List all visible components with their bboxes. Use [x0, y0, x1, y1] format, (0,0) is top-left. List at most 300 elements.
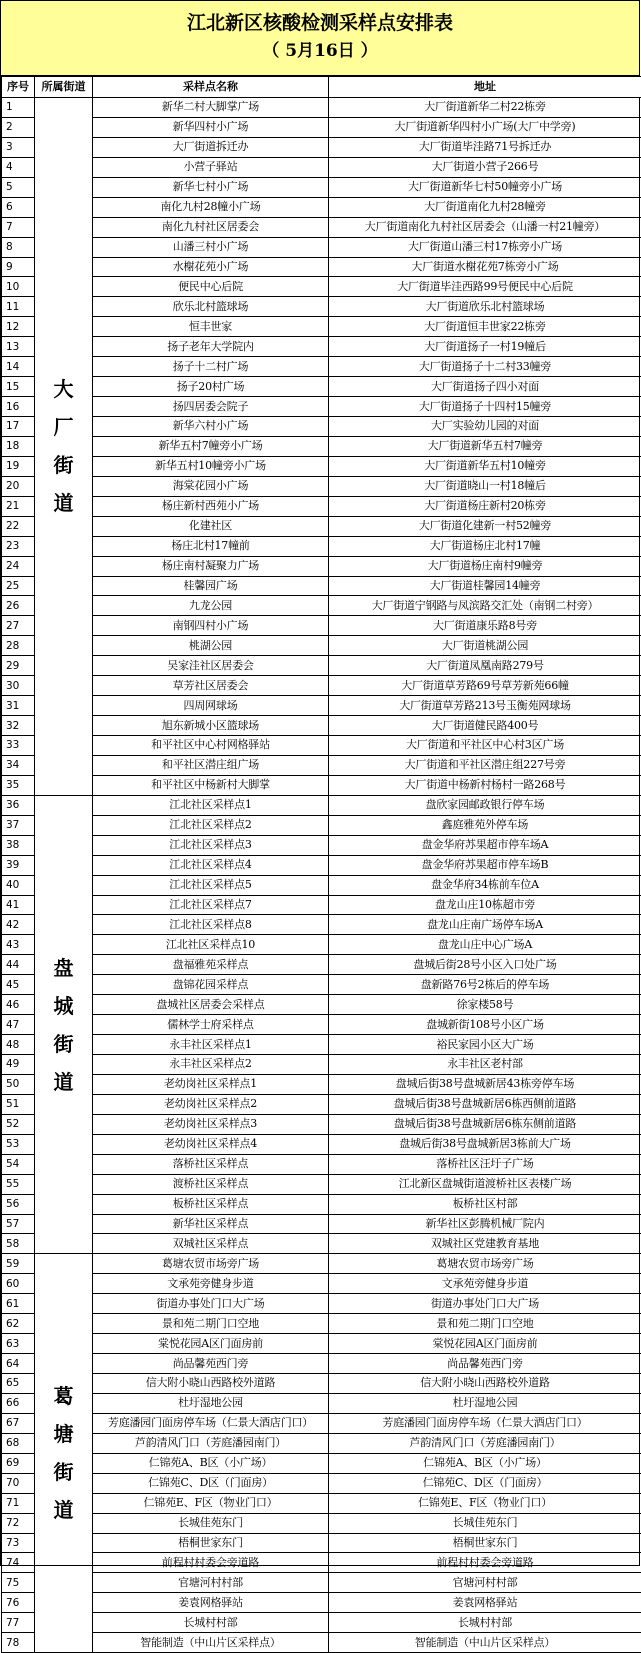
table-row: [2, 1154, 641, 1174]
site-name: 杨庄北村17幢前: [93, 536, 329, 556]
row-number: 7: [2, 217, 35, 237]
table-row: [2, 1194, 641, 1214]
site-name: 江北社区采样点3: [93, 835, 329, 855]
row-number: 17: [2, 417, 35, 437]
row-number: 16: [2, 397, 35, 417]
table-row: [2, 217, 641, 237]
site-address: 芦韵清风门口（芳庭潘园南门）: [329, 1433, 641, 1453]
row-number: 75: [2, 1573, 35, 1593]
site-address: 裕民家园小区大广场: [329, 1035, 641, 1055]
site-address: 信大附小晓山西路校外道路: [329, 1374, 641, 1394]
site-name: 水榭花苑小广场: [93, 257, 329, 277]
site-name: 扬子20村广场: [93, 377, 329, 397]
row-number: 69: [2, 1453, 35, 1473]
row-number: 4: [2, 157, 35, 177]
row-number: 9: [2, 257, 35, 277]
row-number: 73: [2, 1533, 35, 1553]
site-address: 板桥社区村部: [329, 1194, 641, 1214]
site-address: 大厂实验幼儿园的对面: [329, 417, 641, 437]
table-row: [2, 955, 641, 975]
site-address: 官塘河村村部: [329, 1573, 641, 1593]
sampling-sites-table: [1, 76, 641, 1653]
table-row: [2, 1134, 641, 1154]
table-row: [2, 576, 641, 596]
table-row: [2, 1553, 641, 1573]
row-number: 63: [2, 1334, 35, 1354]
site-address: 盘龙山庄南广场停车场A: [329, 915, 641, 935]
row-number: 53: [2, 1134, 35, 1154]
site-address: 大厂街道草芳路69号草芳新苑66幢: [329, 676, 641, 696]
row-number: 58: [2, 1234, 35, 1254]
site-name: 姜袁网格驿站: [93, 1593, 329, 1613]
site-name: 南化九村社区居委会: [93, 217, 329, 237]
table-row: [2, 1613, 641, 1633]
site-address: 仁锦苑A、B区（小广场）: [329, 1453, 641, 1473]
site-name: 智能制造（中山片区采样点）: [93, 1633, 329, 1653]
site-address: 棠悦花园A区门面房前: [329, 1334, 641, 1354]
row-number: 48: [2, 1035, 35, 1055]
site-address: 盘欣家园邮政银行停车场: [329, 795, 641, 815]
site-address: 大厂街道水榭花苑7栋旁小广场: [329, 257, 641, 277]
site-name: 江北社区采样点4: [93, 855, 329, 875]
site-name: 江北社区采样点2: [93, 815, 329, 835]
site-address: 仁锦苑E、F区（物业门口）: [329, 1493, 641, 1513]
site-address: 大厂街道恒丰世家22栋旁: [329, 317, 641, 337]
site-name: 大厂街道拆迁办: [93, 137, 329, 157]
row-number: 14: [2, 357, 35, 377]
site-name: 信大附小晓山西路校外道路: [93, 1374, 329, 1394]
row-number: 41: [2, 895, 35, 915]
row-number: 37: [2, 815, 35, 835]
site-name: 杨庄新村西苑小广场: [93, 496, 329, 516]
site-address: 景和苑二期门口空地: [329, 1314, 641, 1334]
table-row: [2, 1334, 641, 1354]
row-number: 70: [2, 1473, 35, 1493]
table-row: [2, 377, 641, 397]
row-number: 62: [2, 1314, 35, 1334]
site-name: 盘福雅苑采样点: [93, 955, 329, 975]
table-row: [2, 935, 641, 955]
table-row: [2, 297, 641, 317]
table-row: [2, 1354, 641, 1374]
row-number: 32: [2, 716, 35, 736]
site-address: 盘金华府34栋前车位A: [329, 875, 641, 895]
site-address: 姜袁网格驿站: [329, 1593, 641, 1613]
table-row: [2, 1533, 641, 1553]
table-row: [2, 835, 641, 855]
site-address: 梧桐世家东门: [329, 1533, 641, 1553]
district-char: 街: [35, 1025, 92, 1063]
site-name: 老幼岗社区采样点3: [93, 1114, 329, 1134]
site-address: 盘金华府苏果超市停车场A: [329, 835, 641, 855]
table-row: [2, 1055, 641, 1075]
table-row: [2, 1433, 641, 1453]
table-row: [2, 197, 641, 217]
row-number: 60: [2, 1274, 35, 1294]
site-name: 江北社区采样点10: [93, 935, 329, 955]
table-row: [2, 596, 641, 616]
row-number: 43: [2, 935, 35, 955]
site-name: 南化九村28幢小广场: [93, 197, 329, 217]
row-number: 33: [2, 736, 35, 756]
row-number: 55: [2, 1174, 35, 1194]
site-address: 尚品馨苑西门旁: [329, 1354, 641, 1374]
site-address: 杜圩湿地公园: [329, 1393, 641, 1413]
table-row: [2, 1314, 641, 1334]
row-number: 72: [2, 1513, 35, 1533]
site-address: 大厂街道杨庄新村20栋旁: [329, 496, 641, 516]
row-number: 26: [2, 596, 35, 616]
row-number: 66: [2, 1393, 35, 1413]
site-address: 大厂街道新华五村7幢旁: [329, 436, 641, 456]
table-row: [2, 1114, 641, 1134]
site-address: 大厂街道扬子四小对面: [329, 377, 641, 397]
table-row: [2, 237, 641, 257]
site-address: 葛塘农贸市场旁广场: [329, 1254, 641, 1274]
site-address: 双城社区党建教育基地: [329, 1234, 641, 1254]
site-name: 葛塘农贸市场旁广场: [93, 1254, 329, 1274]
row-number: 6: [2, 197, 35, 217]
row-number: 54: [2, 1154, 35, 1174]
row-number: 36: [2, 795, 35, 815]
district-cell: [35, 1254, 93, 1653]
site-address: 盘新路76号2栋后的停车场: [329, 975, 641, 995]
row-number: 44: [2, 955, 35, 975]
row-number: 2: [2, 117, 35, 137]
site-name: 街道办事处门口大广场: [93, 1294, 329, 1314]
row-number: 71: [2, 1493, 35, 1513]
site-name: 落桥社区采样点: [93, 1154, 329, 1174]
row-number: 3: [2, 137, 35, 157]
table-row: [2, 1413, 641, 1433]
table-row: [2, 1593, 641, 1613]
table-row: [2, 895, 641, 915]
table-row: [2, 1493, 641, 1513]
table-row: [2, 995, 641, 1015]
row-number: 52: [2, 1114, 35, 1134]
table-row: [2, 1174, 641, 1194]
row-number: 21: [2, 496, 35, 516]
site-address: 街道办事处门口大广场: [329, 1294, 641, 1314]
site-name: 文承苑旁健身步道: [93, 1274, 329, 1294]
site-name: 和平社区潜庄组广场: [93, 755, 329, 775]
table-row: [2, 157, 641, 177]
row-number: 35: [2, 775, 35, 795]
site-address: 大厂街道杨庄南村9幢旁: [329, 556, 641, 576]
site-address: 大厂街道南化九村28幢旁: [329, 197, 641, 217]
table-row: [2, 975, 641, 995]
row-number: 57: [2, 1214, 35, 1234]
row-number: 30: [2, 676, 35, 696]
site-name: 九龙公园: [93, 596, 329, 616]
site-name: 欣乐北村篮球场: [93, 297, 329, 317]
table-row: [2, 1094, 641, 1114]
site-name: 渡桥社区采样点: [93, 1174, 329, 1194]
table-row: [2, 1573, 641, 1593]
table-row: [2, 855, 641, 875]
table-row: [2, 117, 641, 137]
site-address: 大厂街道新华二村22栋旁: [329, 98, 641, 118]
table-row: [2, 716, 641, 736]
header-district: 所属街道: [35, 77, 93, 98]
site-address: 智能制造（中山片区采样点）: [329, 1633, 641, 1653]
row-number: 61: [2, 1294, 35, 1314]
table-row: [2, 436, 641, 456]
site-name: 永丰社区采样点2: [93, 1055, 329, 1075]
district-cell: [35, 98, 93, 796]
site-name: 仁锦苑A、B区（小广场）: [93, 1453, 329, 1473]
site-name: 和平社区中心村网格驿站: [93, 736, 329, 756]
site-address: 大厂街道毕洼西路99号便民中心后院: [329, 277, 641, 297]
site-name: 和平社区中杨新村大脚掌: [93, 775, 329, 795]
site-address: 鑫庭雅苑外停车场: [329, 815, 641, 835]
site-address: 大厂街道扬子一村19幢后: [329, 337, 641, 357]
site-address: 大厂街道化建新一村52幢旁: [329, 516, 641, 536]
district-char: 厂: [35, 408, 92, 446]
row-number: 25: [2, 576, 35, 596]
site-name: 芦韵清风门口（芳庭潘园南门）: [93, 1433, 329, 1453]
row-number: 10: [2, 277, 35, 297]
header-no: 序号: [2, 77, 35, 98]
site-address: 大厂街道健民路400号: [329, 716, 641, 736]
page-title: 江北新区核酸检测采样点安排表: [1, 11, 639, 35]
site-address: 芳庭潘园门面房停车场（仁景大酒店门口）: [329, 1413, 641, 1433]
district-char: 城: [35, 987, 92, 1025]
site-name: 海棠花园小广场: [93, 476, 329, 496]
site-address: 江北新区盘城街道渡桥社区表楼广场: [329, 1174, 641, 1194]
row-number: 59: [2, 1254, 35, 1274]
row-number: 45: [2, 975, 35, 995]
district-char: 葛: [35, 1377, 92, 1415]
row-number: 51: [2, 1094, 35, 1114]
site-name: 旭东新城小区篮球场: [93, 716, 329, 736]
table-row: [2, 775, 641, 795]
row-number: 19: [2, 456, 35, 476]
site-name: 棠悦花园A区门面房前: [93, 1334, 329, 1354]
site-name: 长城佳苑东门: [93, 1513, 329, 1533]
district-char: 盘: [35, 949, 92, 987]
table-row: [2, 1294, 641, 1314]
site-address: 盘城后街28号小区入口处广场: [329, 955, 641, 975]
table-row: [2, 1234, 641, 1254]
header-address: 地址: [329, 77, 641, 98]
site-name: 桃湖公园: [93, 636, 329, 656]
table-row: [2, 696, 641, 716]
table-row: [2, 1374, 641, 1394]
site-name: 南钢四村小广场: [93, 616, 329, 636]
row-number: 12: [2, 317, 35, 337]
table-row: [2, 536, 641, 556]
row-number: 5: [2, 177, 35, 197]
site-name: 小营子驿站: [93, 157, 329, 177]
row-number: 42: [2, 915, 35, 935]
table-row: [2, 137, 641, 157]
table-row: [2, 177, 641, 197]
site-address: 长城佳苑东门: [329, 1513, 641, 1533]
row-number: 24: [2, 556, 35, 576]
site-address: 盘城后街38号盘城新居3栋前大广场: [329, 1134, 641, 1154]
site-name: 江北社区采样点8: [93, 915, 329, 935]
table-body: [2, 98, 641, 1653]
row-number: 28: [2, 636, 35, 656]
table-row: [2, 616, 641, 636]
site-address: 盘城新街108号小区广场: [329, 1015, 641, 1035]
site-name: 长城村村部: [93, 1613, 329, 1633]
site-name: 板桥社区采样点: [93, 1194, 329, 1214]
site-name: 新华六村小广场: [93, 417, 329, 437]
site-name: 吴家洼社区居委会: [93, 656, 329, 676]
table-row: [2, 676, 641, 696]
row-number: 74: [2, 1553, 35, 1573]
table-row: [2, 397, 641, 417]
row-number: 34: [2, 755, 35, 775]
row-number: 50: [2, 1074, 35, 1094]
table-row: [2, 357, 641, 377]
site-name: 仁锦苑E、F区（物业门口）: [93, 1493, 329, 1513]
site-address: 大厂街道毕洼路71号拆迁办: [329, 137, 641, 157]
site-name: 尚品馨苑西门旁: [93, 1354, 329, 1374]
site-name: 杨庄南村凝聚力广场: [93, 556, 329, 576]
site-address: 大厂街道和平社区中心村3区广场: [329, 736, 641, 756]
row-number: 67: [2, 1413, 35, 1433]
site-name: 芳庭潘园门面房停车场（仁景大酒店门口）: [93, 1413, 329, 1433]
site-address: 大厂街道新华五村10幢旁: [329, 456, 641, 476]
site-name: 桂馨园广场: [93, 576, 329, 596]
row-number: 1: [2, 98, 35, 118]
site-address: 新华社区彭腾机械厂院内: [329, 1214, 641, 1234]
table-row: [2, 795, 641, 815]
table-row: [2, 1015, 641, 1035]
site-name: 老幼岗社区采样点4: [93, 1134, 329, 1154]
row-number: 23: [2, 536, 35, 556]
table-header-row: [2, 77, 641, 98]
site-address: 盘城后街38号盘城新居6栋东侧前道路: [329, 1114, 641, 1134]
table-row: [2, 476, 641, 496]
row-number: 27: [2, 616, 35, 636]
site-name: 新华五村10幢旁小广场: [93, 456, 329, 476]
site-address: 盘龙山庄10栋超市旁: [329, 895, 641, 915]
row-number: 8: [2, 237, 35, 257]
site-name: 新华七村小广场: [93, 177, 329, 197]
table-row: [2, 875, 641, 895]
site-address: 盘金华府苏果超市停车场B: [329, 855, 641, 875]
site-name: 永丰社区采样点1: [93, 1035, 329, 1055]
site-address: 大厂街道欣乐北村篮球场: [329, 297, 641, 317]
site-address: 大厂街道和平社区潜庄组227号旁: [329, 755, 641, 775]
row-number: 68: [2, 1433, 35, 1453]
row-number: 18: [2, 436, 35, 456]
site-name: 梧桐世家东门: [93, 1533, 329, 1553]
site-address: 大厂街道宁钢路与凤滨路交汇处（南钢二村旁）: [329, 596, 641, 616]
site-address: 永丰社区老村部: [329, 1055, 641, 1075]
site-address: 大厂街道桂馨园14幢旁: [329, 576, 641, 596]
district-char: 道: [35, 1491, 92, 1529]
row-number: 20: [2, 476, 35, 496]
site-address: 落桥社区汪圩子广场: [329, 1154, 641, 1174]
site-address: 大厂街道草芳路213号玉衡苑网球场: [329, 696, 641, 716]
table-row: [2, 1254, 641, 1274]
row-number: 49: [2, 1055, 35, 1075]
table-row: [2, 456, 641, 476]
site-address: 文承苑旁健身步道: [329, 1274, 641, 1294]
site-address: 大厂街道凤凰南路279号: [329, 656, 641, 676]
site-name: 景和苑二期门口空地: [93, 1314, 329, 1334]
row-number: 64: [2, 1354, 35, 1374]
table-row: [2, 1513, 641, 1533]
row-number: 47: [2, 1015, 35, 1035]
site-address: 大厂街道中杨新村杨村一路268号: [329, 775, 641, 795]
row-number: 13: [2, 337, 35, 357]
site-name: 新华五村7幢旁小广场: [93, 436, 329, 456]
table-row: [2, 755, 641, 775]
table-row: [2, 1633, 641, 1653]
site-name: 新华二村大脚掌广场: [93, 98, 329, 118]
site-address: 大厂街道扬子十四村15幢旁: [329, 397, 641, 417]
site-address: 大厂街道桃湖公园: [329, 636, 641, 656]
table-row: [2, 1473, 641, 1493]
site-address: 盘城后街38号盘城新居6栋西侧前道路: [329, 1094, 641, 1114]
site-address: 大厂街道康乐路8号旁: [329, 616, 641, 636]
site-name: 双城社区采样点: [93, 1234, 329, 1254]
table-row: [2, 736, 641, 756]
site-name: 仁锦苑C、D区（门面房）: [93, 1473, 329, 1493]
site-name: 官塘河村村部: [93, 1573, 329, 1593]
district-char: 道: [35, 484, 92, 522]
row-number: 65: [2, 1374, 35, 1394]
site-address: 大厂街道晓山一村18幢后: [329, 476, 641, 496]
table-row: [2, 257, 641, 277]
site-address: 徐家楼58号: [329, 995, 641, 1015]
table-row: [2, 98, 641, 118]
district-char: 大: [35, 370, 92, 408]
site-address: 长城村村部: [329, 1613, 641, 1633]
table-row: [2, 337, 641, 357]
site-name: 四周网球场: [93, 696, 329, 716]
site-name: 山潘三村小广场: [93, 237, 329, 257]
site-name: 扬四居委会院子: [93, 397, 329, 417]
district-char: 街: [35, 446, 92, 484]
row-number: 77: [2, 1613, 35, 1633]
row-number: 56: [2, 1194, 35, 1214]
table-row: [2, 656, 641, 676]
site-name: 新华社区采样点: [93, 1214, 329, 1234]
row-number: 22: [2, 516, 35, 536]
table-row: [2, 1453, 641, 1473]
row-number: 39: [2, 855, 35, 875]
site-address: 大厂街道新华七村50幢旁小广场: [329, 177, 641, 197]
table-row: [2, 496, 641, 516]
table-row: [2, 1074, 641, 1094]
site-address: 盘龙山庄中心广场A: [329, 935, 641, 955]
row-number: 11: [2, 297, 35, 317]
site-name: 恒丰世家: [93, 317, 329, 337]
site-name: 老幼岗社区采样点2: [93, 1094, 329, 1114]
row-number: 78: [2, 1633, 35, 1653]
row-number: 46: [2, 995, 35, 1015]
site-name: 儒林学士府采样点: [93, 1015, 329, 1035]
site-name: 盘城社区居委会采样点: [93, 995, 329, 1015]
site-address: 仁锦苑C、D区（门面房）: [329, 1473, 641, 1493]
site-name: 盘锦花园采样点: [93, 975, 329, 995]
table-row: [2, 1214, 641, 1234]
table-row: [2, 1274, 641, 1294]
page-subtitle-date: （ 5月16日 ）: [1, 40, 639, 62]
site-address: 大厂街道扬子十二村33幢旁: [329, 357, 641, 377]
district-char: 塘: [35, 1415, 92, 1453]
table-row: [2, 1393, 641, 1413]
site-name: 前程村村委会旁道路: [93, 1553, 329, 1573]
site-address: 大厂街道杨庄北村17幢: [329, 536, 641, 556]
